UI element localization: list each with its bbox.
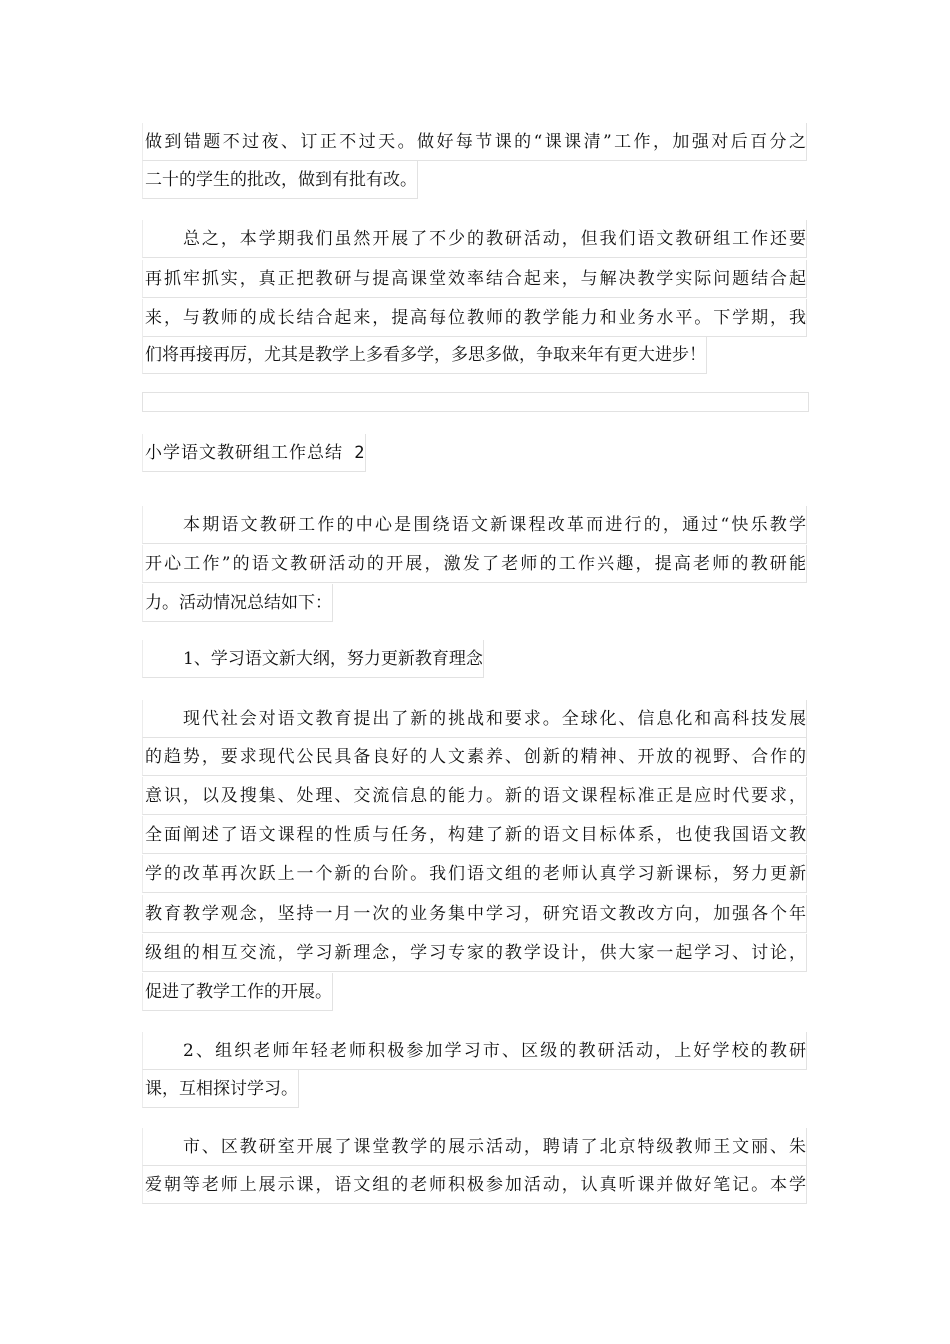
blank-separator (142, 392, 809, 412)
text-line: 二十的学生的批改，做到有批有改。 (142, 161, 418, 199)
text-line: 力。活动情况总结如下： (142, 584, 333, 622)
text-line: 1、学习语文新大纲，努力更新教育理念 (142, 640, 484, 678)
text-line: 学的改革再次跃上一个新的台阶。我们语文组的老师认真学习新课标，努力更新 (142, 855, 807, 893)
text-line: 促进了教学工作的开展。 (142, 973, 333, 1011)
text-line: 来，与教师的成长结合起来，提高每位教师的教学能力和业务水平。下学期，我 (142, 299, 807, 337)
text-line: 本期语文教研工作的中心是围绕语文新课程改革而进行的，通过“快乐教学 (142, 506, 807, 544)
text-line: 爱朝等老师上展示课，语文组的老师积极参加活动，认真听课并做好笔记。本学 (142, 1166, 807, 1204)
text-line: 现代社会对语文教育提出了新的挑战和要求。全球化、信息化和高科技发展 (142, 700, 807, 738)
text-line: 教育教学观念，坚持一月一次的业务集中学习，研究语文教改方向，加强各个年 (142, 895, 807, 933)
text-line: 开心工作”的语文教研活动的开展，激发了老师的工作兴趣，提高老师的教研能 (142, 545, 807, 583)
text-line: 级组的相互交流，学习新理念，学习专家的教学设计，供大家一起学习、讨论， (142, 934, 807, 972)
text-line: 再抓牢抓实，真正把教研与提高课堂效率结合起来，与解决教学实际问题结合起 (142, 260, 807, 298)
text-line: 们将再接再厉，尤其是教学上多看多学，多思多做，争取来年有更大进步！ (142, 336, 707, 374)
text-line: 做到错题不过夜、订正不过天。做好每节课的“课课清”工作，加强对后百分之 (142, 123, 807, 161)
text-line: 的趋势，要求现代公民具备良好的人文素养、创新的精神、开放的视野、合作的 (142, 738, 807, 776)
text-line: 课，互相探讨学习。 (142, 1070, 299, 1108)
text-line: 全面阐述了语文课程的性质与任务，构建了新的语文目标体系，也使我国语文教 (142, 816, 807, 854)
section-title: 小学语文教研组工作总结 2 (142, 434, 366, 472)
text-line: 市、区教研室开展了课堂教学的展示活动，聘请了北京特级教师王文丽、朱 (142, 1128, 807, 1166)
text-line: 意识，以及搜集、处理、交流信息的能力。新的语文课程标准正是应时代要求， (142, 777, 807, 815)
text-line: 总之，本学期我们虽然开展了不少的教研活动，但我们语文教研组工作还要 (142, 220, 807, 258)
text-line: 2、组织老师年轻老师积极参加学习市、区级的教研活动，上好学校的教研 (142, 1032, 807, 1070)
